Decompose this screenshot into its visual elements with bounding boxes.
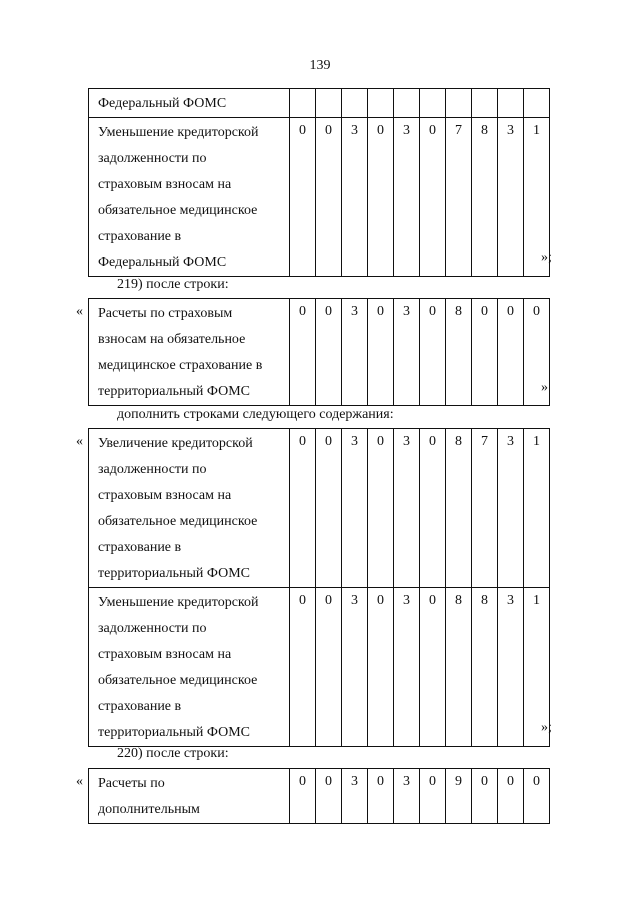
code-digit: 8 (446, 299, 472, 406)
label-line: страхование в (98, 540, 182, 555)
code-digit (472, 89, 498, 118)
table-row (89, 118, 550, 277)
closing-quote: » (541, 380, 548, 395)
row-label (89, 89, 290, 118)
table-row (89, 299, 550, 406)
code-digit: 3 (394, 299, 420, 406)
code-digit: 7 (446, 118, 472, 277)
code-digit: 0 (316, 118, 342, 277)
label-line: дополнительным (98, 802, 200, 817)
label-line: страхование в (98, 229, 182, 244)
supplement-text: дополнить строками следующего содержания: (117, 407, 394, 422)
code-digit: 3 (394, 769, 420, 824)
code-digit: 0 (316, 588, 342, 747)
code-digit: 0 (524, 769, 550, 824)
code-digit: 8 (446, 588, 472, 747)
code-digit: 0 (290, 429, 316, 588)
table-row (89, 588, 550, 747)
code-digit (446, 89, 472, 118)
label-line: территориальный ФОМС (98, 725, 250, 740)
table-row (89, 769, 550, 824)
code-digit: 0 (420, 588, 446, 747)
code-digit: 7 (472, 429, 498, 588)
code-digit: 0 (290, 769, 316, 824)
budget-code-table-1 (88, 88, 550, 277)
label-line: страховым взносам на (98, 647, 232, 662)
code-digit: 0 (498, 769, 524, 824)
closing-quote: »; (541, 720, 552, 735)
label-line: территориальный ФОМС (98, 384, 250, 399)
label-line: взносам на обязательное (98, 332, 246, 347)
label-line: Федеральный ФОМС (98, 96, 227, 111)
code-digit (368, 89, 394, 118)
code-digit: 0 (524, 299, 550, 406)
code-digit: 0 (368, 769, 394, 824)
code-digit (524, 89, 550, 118)
code-digit: 3 (394, 118, 420, 277)
label-line: задолженности по (98, 151, 207, 166)
code-digit: 3 (394, 429, 420, 588)
code-digit: 3 (342, 299, 368, 406)
label-line: Уменьшение кредиторской (98, 595, 259, 610)
code-digit: 0 (472, 299, 498, 406)
item-219-text: 219) после строки: (117, 277, 229, 292)
closing-quote: »; (541, 250, 552, 265)
code-digit: 8 (472, 118, 498, 277)
code-digit: 3 (394, 588, 420, 747)
label-line: обязательное медицинское (98, 203, 258, 218)
label-line: обязательное медицинское (98, 514, 258, 529)
label-line: медицинское страхование в (98, 358, 263, 373)
code-digit: 0 (472, 769, 498, 824)
opening-quote: « (76, 434, 83, 449)
code-digit: 0 (498, 299, 524, 406)
opening-quote: « (76, 304, 83, 319)
row-label (89, 118, 290, 277)
code-digit (342, 89, 368, 118)
code-digit: 1 (524, 429, 550, 588)
code-digit (290, 89, 316, 118)
code-digit: 8 (446, 429, 472, 588)
code-digit (394, 89, 420, 118)
code-digit: 0 (368, 299, 394, 406)
code-digit: 9 (446, 769, 472, 824)
code-digit: 1 (524, 588, 550, 747)
label-line: Расчеты по (98, 776, 165, 791)
page-number: 139 (309, 58, 331, 73)
label-line: страховым взносам на (98, 488, 232, 503)
code-digit: 0 (420, 429, 446, 588)
code-digit: 0 (290, 588, 316, 747)
code-digit (316, 89, 342, 118)
code-digit: 3 (342, 118, 368, 277)
code-digit (498, 89, 524, 118)
code-digit: 3 (342, 769, 368, 824)
budget-code-table-2 (88, 298, 550, 406)
label-line: территориальный ФОМС (98, 566, 250, 581)
budget-code-table-3 (88, 428, 550, 747)
code-digit (420, 89, 446, 118)
code-digit: 0 (368, 429, 394, 588)
code-digit: 0 (420, 118, 446, 277)
row-label (89, 588, 290, 747)
label-line: задолженности по (98, 621, 207, 636)
item-220-text: 220) после строки: (117, 746, 229, 761)
label-line: Уменьшение кредиторской (98, 125, 259, 140)
label-line: обязательное медицинское (98, 673, 258, 688)
table-row (89, 429, 550, 588)
table-row (89, 89, 550, 118)
code-digit: 0 (316, 299, 342, 406)
label-line: страхование в (98, 699, 182, 714)
row-label (89, 299, 290, 406)
row-label (89, 769, 290, 824)
code-digit: 0 (420, 299, 446, 406)
code-digit: 3 (498, 429, 524, 588)
code-digit: 0 (368, 588, 394, 747)
code-digit: 1 (524, 118, 550, 277)
code-digit: 0 (290, 118, 316, 277)
label-line: Федеральный ФОМС (98, 255, 227, 270)
label-line: Увеличение кредиторской (98, 436, 253, 451)
code-digit: 8 (472, 588, 498, 747)
code-digit: 0 (420, 769, 446, 824)
code-digit: 3 (498, 118, 524, 277)
label-line: задолженности по (98, 462, 207, 477)
budget-code-table-4 (88, 768, 550, 824)
code-digit: 3 (498, 588, 524, 747)
code-digit: 0 (368, 118, 394, 277)
code-digit: 0 (316, 769, 342, 824)
label-line: страховым взносам на (98, 177, 232, 192)
row-label (89, 429, 290, 588)
code-digit: 0 (316, 429, 342, 588)
code-digit: 0 (290, 299, 316, 406)
code-digit: 3 (342, 429, 368, 588)
opening-quote: « (76, 774, 83, 789)
label-line: Расчеты по страховым (98, 306, 233, 321)
code-digit: 3 (342, 588, 368, 747)
